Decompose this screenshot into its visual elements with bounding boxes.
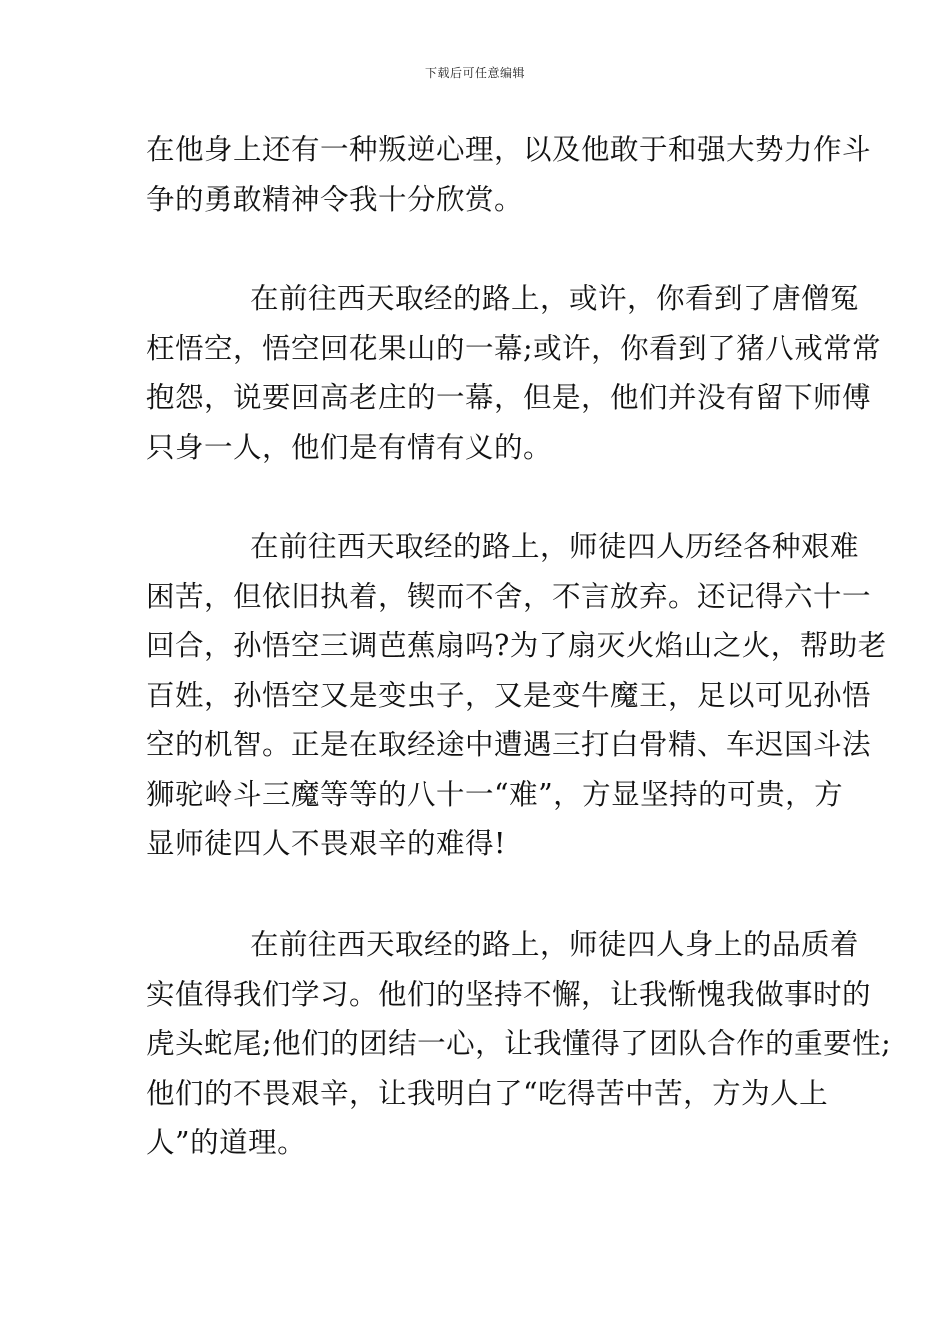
- paragraph-4: [146, 920, 892, 1168]
- text-line: 显师徒四人不畏艰辛的难得!: [146, 827, 506, 860]
- text-line: 争的勇敢精神令我十分欣赏。: [146, 182, 524, 216]
- text-line-indented: 在前往西天取经的路上，师徒四人历经各种艰难: [250, 530, 860, 563]
- text-line: 百姓，孙悟空又是变虫子，又是变牛魔王，足以可见孙悟: [146, 678, 872, 712]
- paragraph-2: [146, 274, 882, 472]
- text-line: 在他身上还有一种叛逆心理，以及他敢于和强大势力作斗: [146, 133, 872, 166]
- text-line: 虎头蛇尾;他们的团结一心，让我懂得了团队合作的重要性;: [146, 1027, 892, 1060]
- text-line: 实值得我们学习。他们的坚持不懈，让我惭愧我做事时的: [146, 977, 872, 1011]
- text-line: 枉悟空，悟空回花果山的一幕;或许，你看到了猪八戒常常: [146, 331, 882, 365]
- text-line: 空的机智。正是在取经途中遭遇三打白骨精、车迟国斗法: [146, 728, 872, 761]
- paragraph-3: [146, 522, 887, 869]
- text-line: 回合，孙悟空三调芭蕉扇吗?为了扇灭火焰山之火，帮助老: [146, 629, 887, 662]
- text-line: 抱怨，说要回高老庄的一幕，但是，他们并没有留下师傅: [146, 381, 872, 414]
- text-line: 他们的不畏艰辛，让我明白了“吃得苦中苦，方为人上: [146, 1076, 829, 1110]
- text-line: 困苦，但依旧执着，锲而不舍，不言放弃。还记得六十一: [146, 579, 872, 613]
- text-line: 只身一人，他们是有情有义的。: [146, 430, 553, 464]
- text-line: 狮驼岭斗三魔等等的八十一“难”，方显坚持的可贵，方: [146, 777, 844, 811]
- text-line-indented: 在前往西天取经的路上，师徒四人身上的品质着: [250, 928, 860, 961]
- paragraph-1: [146, 125, 872, 224]
- text-line-indented: 在前往西天取经的路上，或许，你看到了唐僧冤: [250, 282, 860, 315]
- text-line: 人”的道理。: [146, 1126, 307, 1159]
- page-header: 下载后可任意编辑: [424, 66, 525, 80]
